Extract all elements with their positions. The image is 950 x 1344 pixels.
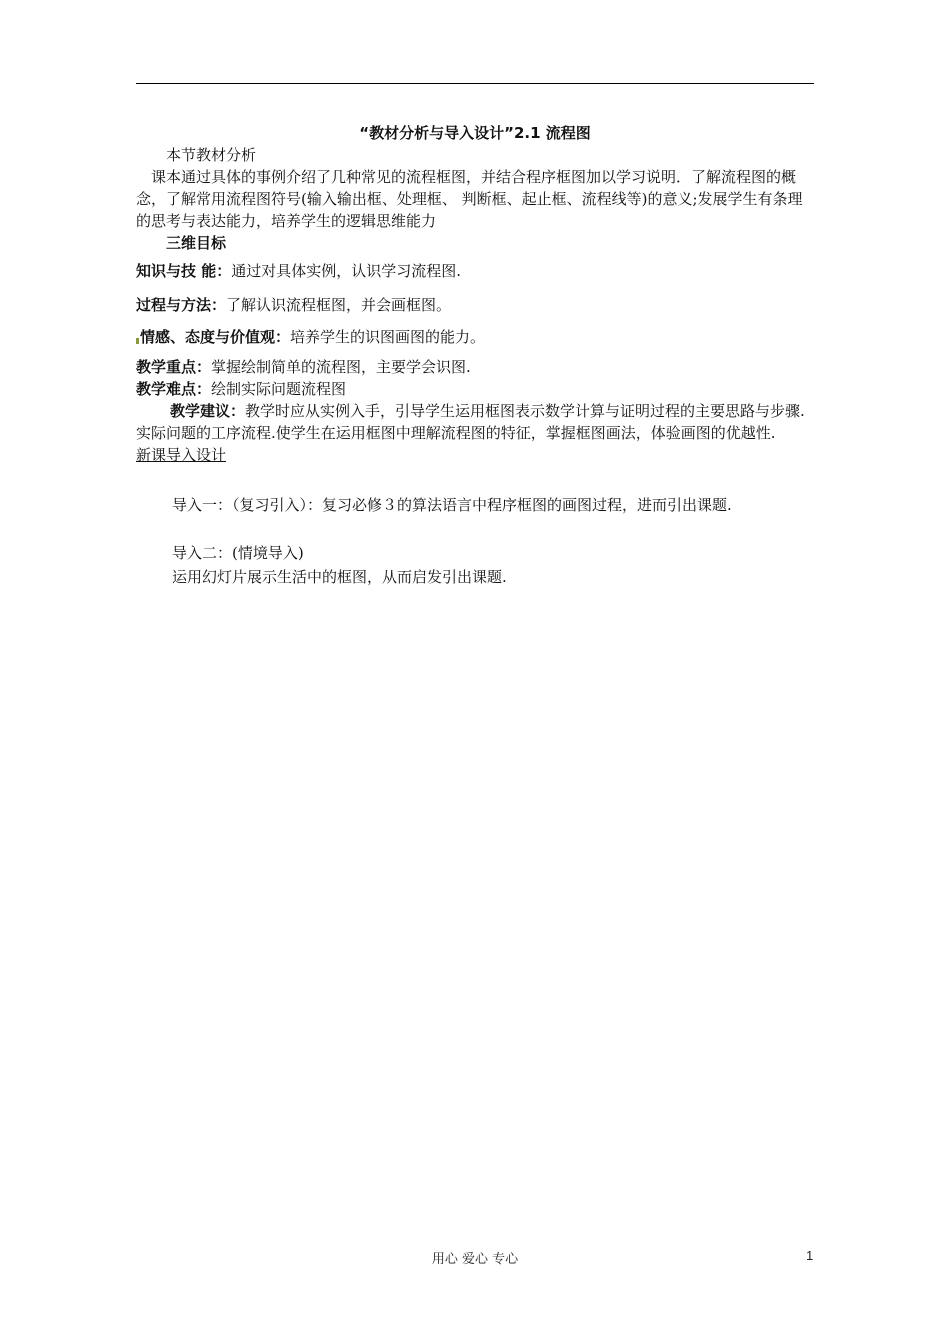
key-label: 教学重点： <box>136 358 212 376</box>
spacer <box>136 516 814 538</box>
knowledge-goal <box>136 260 814 282</box>
lead-in-two-heading: 导入二：(情境导入) <box>172 544 304 562</box>
knowledge-label: 知识与技 能： <box>136 262 232 280</box>
spacer <box>136 466 814 488</box>
teaching-key-point <box>136 356 814 378</box>
emotion-label: 情感、态度与价值观： <box>140 328 291 346</box>
anchor-marker-icon <box>136 338 139 344</box>
process-goal <box>136 294 814 316</box>
intro-paragraph: 课本通过具体的事例介绍了几种常见的流程框图，并结合程序框图加以学习说明．了解流程图的概念，了解常用流程图符号(输入输出框、处理框、 判断框、起止框、流程线等)的意义;发展学生有条理的思考与表达能力，培养学生的逻辑思维能力 <box>136 168 803 230</box>
page-footer: 用心 爱心 专心 <box>431 1252 519 1267</box>
difficulty-label: 教学难点： <box>136 380 212 398</box>
document-body <box>136 100 814 588</box>
page-number: 1 <box>806 1248 814 1263</box>
process-label: 过程与方法： <box>136 296 227 314</box>
section-heading: 本节教材分析 <box>166 146 257 164</box>
difficulty-text: 绘制实际问题流程图 <box>211 380 347 398</box>
document-title: “教材分析与导入设计”2.1 流程图 <box>359 124 591 142</box>
process-text: 了解认识流程框图，并会画框图。 <box>226 296 452 314</box>
header-rule <box>136 83 814 84</box>
goals-heading: 三维目标 <box>166 234 227 252</box>
knowledge-text: 通过对具体实例，认识学习流程图. <box>231 262 462 280</box>
lead-in-one: 导入一：（复习引入）：复习必修３的算法语言中程序框图的画图过程，进而引出课题. <box>172 496 732 514</box>
key-text: 掌握绘制简单的流程图，主要学会识图. <box>211 358 471 376</box>
emotion-goal <box>136 326 814 348</box>
teaching-difficulty <box>136 378 814 400</box>
suggestion-text: 教学时应从实例入手，引导学生运用框图表示数学计算与证明过程的主要思路与步骤.实际问题的工序流程.使学生在运用框图中理解流程图的特征，掌握框图画法，体验画图的优越性. <box>136 402 805 442</box>
new-lesson-heading: 新课导入设计 <box>136 446 227 464</box>
emotion-text: 培养学生的识图画图的能力。 <box>290 328 486 346</box>
lead-in-two-text: 运用幻灯片展示生活中的框图，从而启发引出课题. <box>172 568 507 586</box>
suggestion-label: 教学建议： <box>170 402 246 420</box>
teaching-suggestion <box>136 400 814 444</box>
